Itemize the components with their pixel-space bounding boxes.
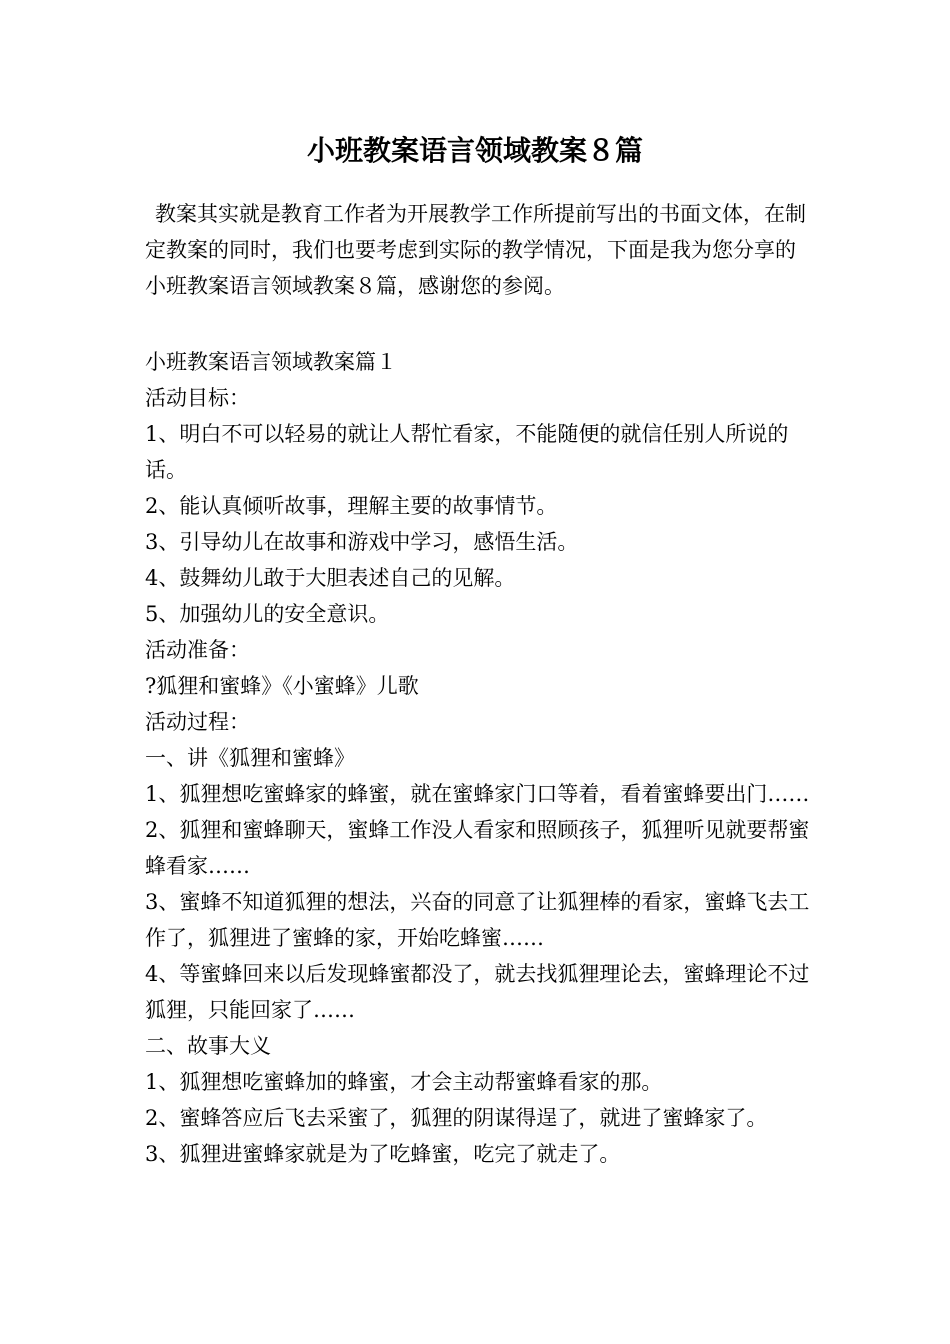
document-title: 小班教案语言领域教案８篇 [306, 134, 643, 167]
process-item: 3、狐狸进蜜蜂家就是为了吃蜂蜜，吃完了就走了。 [145, 1142, 621, 1166]
goal-item: 4、鼓舞幼儿敢于大胆表述自己的见解。 [145, 566, 516, 590]
process-step-heading: 二、故事大义 [145, 1034, 271, 1058]
goal-item: 1、明白不可以轻易的就让人帮忙看家，不能随便的就信任别人所说的话。 [145, 422, 789, 482]
goal-item: 2、能认真倾听故事，理解主要的故事情节。 [145, 494, 558, 518]
document-content [145, 344, 810, 1172]
subheading-preparation: 活动准备： [145, 638, 250, 662]
process-step-heading: 一、讲《狐狸和蜜蜂》 [145, 746, 355, 770]
intro-text: 教案其实就是教育工作者为开展教学工作所提前写出的书面文体，在制定教案的同时，我们也要考虑到实际的教学情况，下面是我为您分享的小班教案语言领域教案８篇，感谢您的参阅。 [145, 202, 806, 298]
process-item: 1、狐狸想吃蜜蜂家的蜂蜜，就在蜜蜂家门口等着，看着蜜蜂要出门…… [145, 782, 810, 806]
process-item: 2、蜜蜂答应后飞去采蜜了，狐狸的阴谋得逞了，就进了蜜蜂家了。 [145, 1106, 768, 1130]
process-item: 4、等蜜蜂回来以后发现蜂蜜都没了，就去找狐狸理论去，蜜蜂理论不过狐狸，只能回家了…… [145, 962, 810, 1022]
process-item: 1、狐狸想吃蜜蜂加的蜂蜜，才会主动帮蜜蜂看家的那。 [145, 1070, 663, 1094]
intro-paragraph [145, 196, 810, 304]
subheading-process: 活动过程： [145, 710, 250, 734]
process-item: 2、狐狸和蜜蜂聊天，蜜蜂工作没人看家和照顾孩子，狐狸听见就要帮蜜蜂看家…… [145, 818, 810, 878]
section-heading: 小班教案语言领域教案篇１ [145, 350, 397, 374]
subheading-goals: 活动目标： [145, 386, 250, 410]
goal-item: 3、引导幼儿在故事和游戏中学习，感悟生活。 [145, 530, 579, 554]
process-item: 3、蜜蜂不知道狐狸的想法，兴奋的同意了让狐狸棒的看家，蜜蜂飞去工作了，狐狸进了蜜蜂的家，开始吃蜂蜜…… [145, 890, 810, 950]
goal-item: 5、加强幼儿的安全意识。 [145, 602, 390, 626]
preparation-item: ?狐狸和蜜蜂》《小蜜蜂》儿歌 [145, 674, 419, 698]
